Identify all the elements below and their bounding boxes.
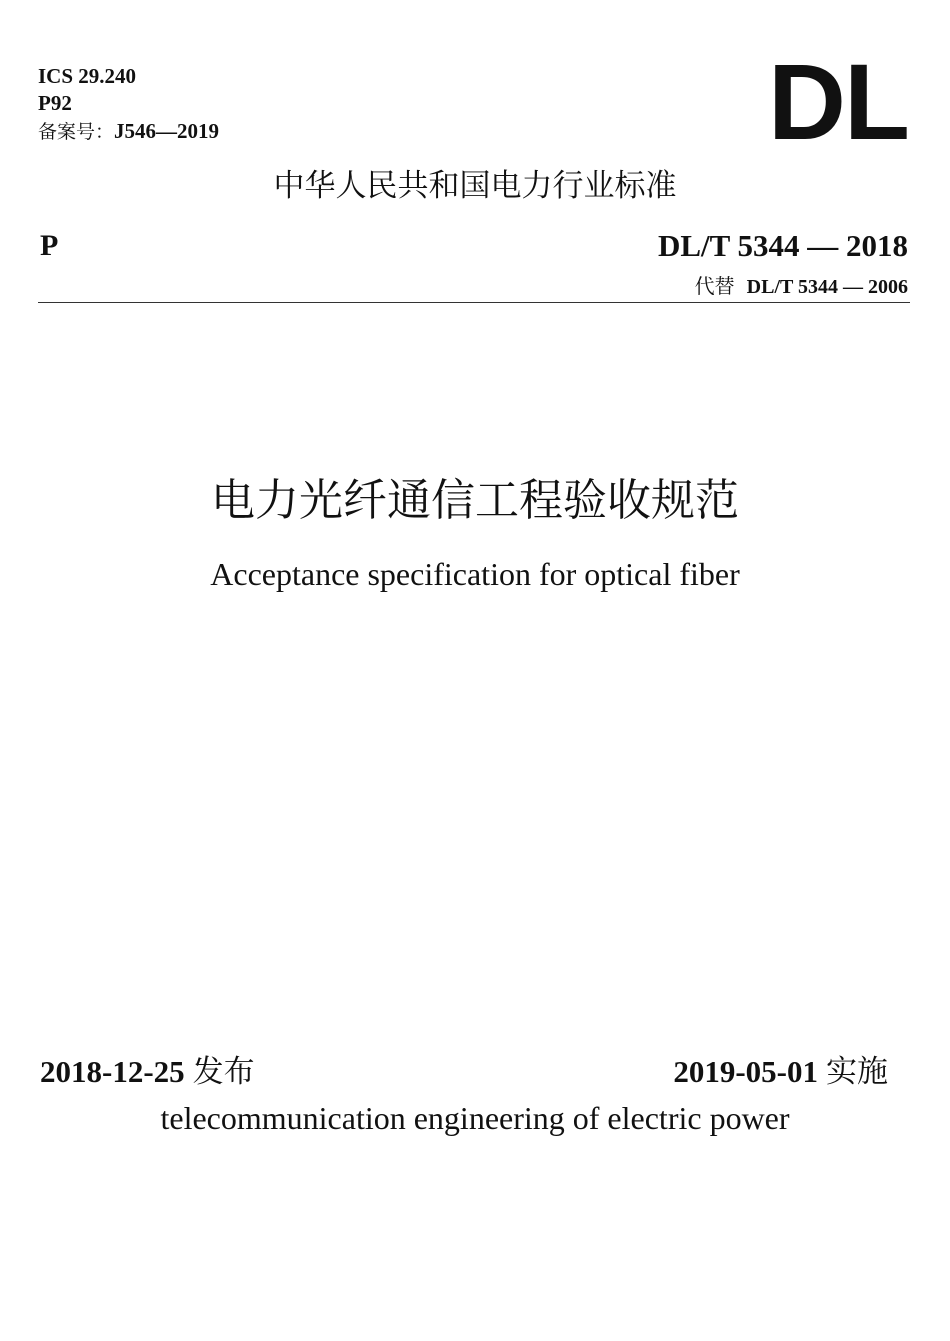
- implement-date: 2019-05-01: [673, 1054, 818, 1089]
- standard-number: DL/T 5344 — 2018: [657, 228, 908, 263]
- issue-label: 发布: [192, 1054, 255, 1090]
- ics-code: ICS 29.240: [38, 64, 137, 88]
- implement-label: 实施: [826, 1054, 888, 1090]
- dl-logo: DL: [768, 41, 908, 162]
- replaces-line: [695, 273, 908, 300]
- replaces-number: DL/T 5344 — 2006: [746, 276, 908, 298]
- issue-date-line: [40, 1052, 255, 1092]
- title-english-line2: telecommunication engineering of electric power: [160, 1100, 790, 1136]
- filing-label: 备案号：: [38, 121, 115, 143]
- classification-letter: P: [40, 229, 59, 262]
- title-english-line1: Acceptance specification for optical fiber: [210, 556, 740, 592]
- implement-date-line: [673, 1052, 888, 1092]
- replaces-label: 代替: [694, 274, 735, 298]
- industry-standard-text: 中华人民共和国电力行业标准: [273, 168, 677, 204]
- ccs-code: P92: [38, 91, 72, 115]
- title-chinese: 电力光纤通信工程验收规范: [211, 475, 739, 526]
- filing-number-value: J546—2019: [114, 119, 220, 143]
- industry-standard-heading: [0, 168, 950, 204]
- header-divider: [38, 302, 910, 303]
- issue-date: 2018-12-25: [40, 1054, 185, 1089]
- filing-number: [38, 119, 219, 144]
